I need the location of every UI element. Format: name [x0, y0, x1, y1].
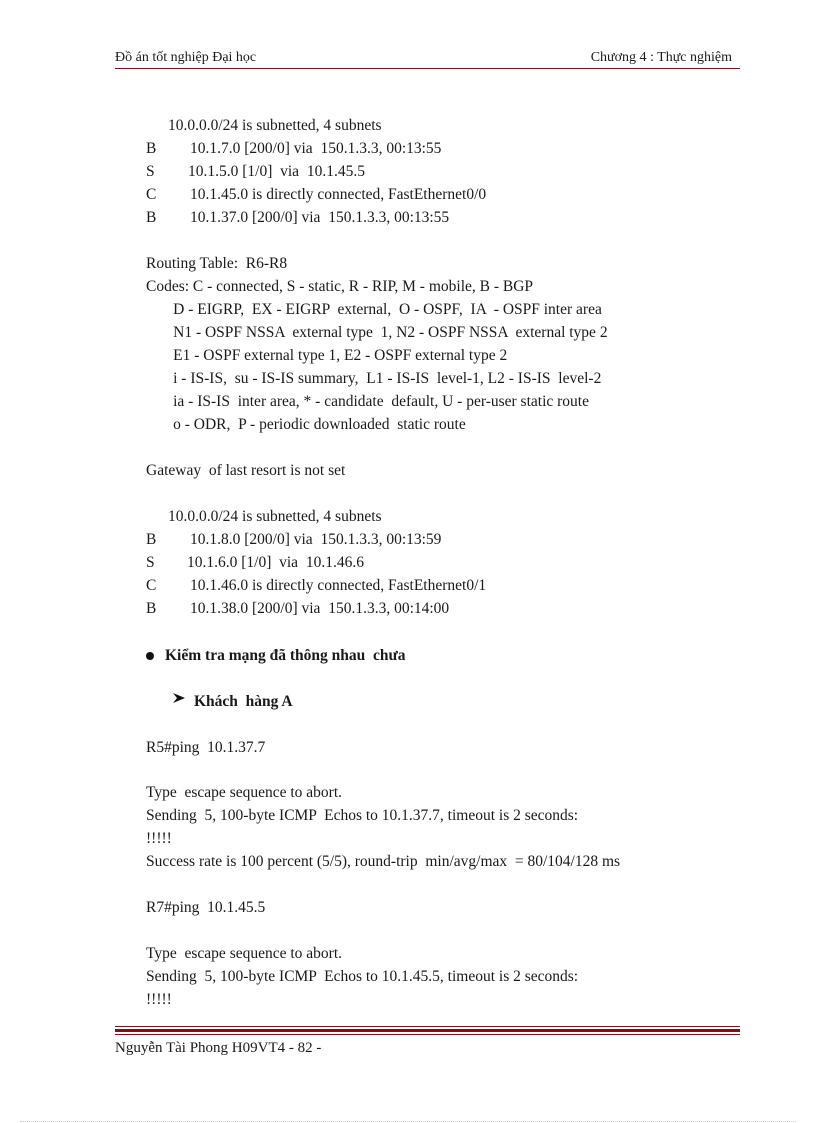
ping-abort-line: Type escape sequence to abort. — [146, 784, 343, 801]
header-document-title: Đồ án tốt nghiệp Đại học — [115, 50, 257, 65]
bullet-icon — [146, 652, 154, 660]
block1-summary: 10.0.0.0/24 is subnetted, 4 subnets — [168, 117, 382, 134]
route-text: 10.1.8.0 [200/0] via 150.1.3.3, 00:13:59 — [190, 531, 442, 548]
route-code: B — [146, 209, 157, 226]
route-text: 10.1.38.0 [200/0] via 150.1.3.3, 00:14:00 — [190, 600, 450, 617]
codes-line: D - EIGRP, EX - EIGRP external, O - OSPF, IA - OSPF inter area — [146, 301, 602, 318]
codes-line: o - ODR, P - periodic downloaded static route — [146, 416, 466, 433]
route-code: S — [146, 163, 155, 180]
codes-line: E1 - OSPF external type 1, E2 - OSPF external type 2 — [146, 347, 508, 364]
page-bottom-divider — [20, 1121, 796, 1122]
codes-line: N1 - OSPF NSSA external type 1, N2 - OSPF NSSA external type 2 — [146, 324, 608, 341]
arrow-right-icon — [172, 691, 186, 710]
route-text: 10.1.6.0 [1/0] via 10.1.46.6 — [187, 554, 364, 571]
page-footer: Nguyễn Tài Phong H09VT4 - 82 - — [115, 1040, 322, 1056]
route-code: C — [146, 186, 157, 203]
gateway-line: Gateway of last resort is not set — [146, 462, 346, 479]
ping-abort-line: Type escape sequence to abort. — [146, 945, 343, 962]
ping-result-line: !!!!! — [146, 991, 172, 1008]
route-code: S — [146, 554, 155, 571]
route-text: 10.1.7.0 [200/0] via 150.1.3.3, 00:13:55 — [190, 140, 442, 157]
section-heading: Kiểm tra mạng đã thông nhau chưa — [165, 647, 406, 664]
ping-success-line: Success rate is 100 percent (5/5), round-trip min/avg/max = 80/104/128 ms — [146, 853, 621, 870]
page-header — [115, 48, 740, 68]
routing-table-title: Routing Table: R6-R8 — [146, 255, 288, 272]
ping-sending-line: Sending 5, 100-byte ICMP Echos to 10.1.45.5, timeout is 2 seconds: — [146, 968, 579, 985]
route-text: 10.1.5.0 [1/0] via 10.1.45.5 — [188, 163, 365, 180]
block2-summary: 10.0.0.0/24 is subnetted, 4 subnets — [168, 508, 382, 525]
ping-sending-line: Sending 5, 100-byte ICMP Echos to 10.1.37.7, timeout is 2 seconds: — [146, 807, 579, 824]
route-code: B — [146, 140, 157, 157]
route-text: 10.1.45.0 is directly connected, FastEthernet0/0 — [190, 186, 487, 203]
ping-command: R7#ping 10.1.45.5 — [146, 899, 266, 916]
ping-command: R5#ping 10.1.37.7 — [146, 739, 266, 756]
codes-line: Codes: C - connected, S - static, R - RIP, M - mobile, B - BGP — [146, 278, 534, 295]
route-code: B — [146, 600, 157, 617]
route-code: B — [146, 531, 157, 548]
codes-line: i - IS-IS, su - IS-IS summary, L1 - IS-IS level-1, L2 - IS-IS level-2 — [146, 370, 602, 387]
route-text: 10.1.37.0 [200/0] via 150.1.3.3, 00:13:55 — [190, 209, 450, 226]
route-code: C — [146, 577, 157, 594]
codes-line: ia - IS-IS inter area, * - candidate default, U - per-user static route — [146, 393, 589, 410]
ping-result-line: !!!!! — [146, 830, 172, 847]
footer-rule-bottom — [115, 1034, 740, 1035]
header-chapter-title: Chương 4 : Thực nghiệm — [590, 50, 732, 65]
footer-rule-thick — [115, 1029, 740, 1032]
header-rule — [115, 68, 740, 69]
footer-rule-top — [115, 1026, 740, 1027]
sub-heading: Khách hàng A — [194, 693, 293, 710]
route-text: 10.1.46.0 is directly connected, FastEthernet0/1 — [190, 577, 487, 594]
